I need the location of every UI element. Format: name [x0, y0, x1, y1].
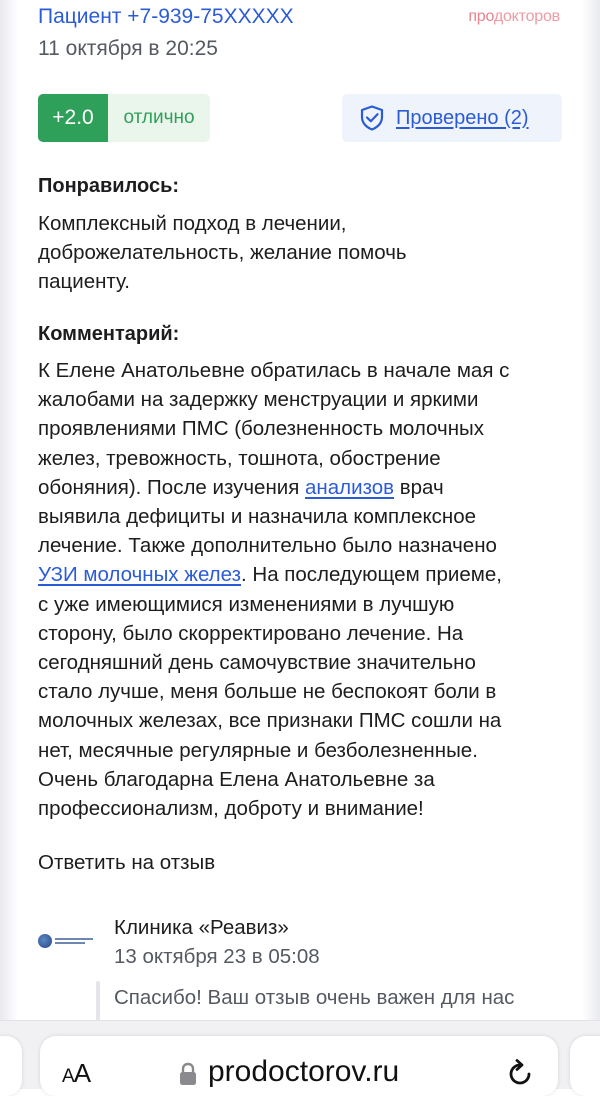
clinic-logo	[38, 931, 96, 951]
left-page-edge	[0, 0, 18, 1088]
comment-text	[38, 356, 568, 823]
right-page-edge	[582, 0, 600, 1088]
rating-score: +2.0	[38, 94, 108, 142]
comment-line: молочных железах, все признаки ПМС сошли на	[38, 709, 502, 733]
comment-line	[38, 473, 568, 502]
text-size-button[interactable]	[62, 1058, 90, 1089]
rating-label: отлично	[108, 94, 210, 142]
liked-line: Комплексный подход в лечении,	[38, 212, 347, 235]
reload-icon[interactable]	[504, 1057, 536, 1089]
comment-line: жалобами на задержку менструации и яркими	[38, 388, 479, 412]
text-size-small: A	[62, 1066, 74, 1087]
reply-to-review-link[interactable]: Ответить на отзыв	[38, 851, 216, 874]
comment-text-fragment: . На последующем приеме,	[241, 563, 502, 587]
previous-tab-edge[interactable]	[0, 1036, 22, 1096]
comment-line: с уже имеющимися изменениями в лучшую	[38, 592, 455, 616]
review-date: 11 октября в 20:25	[38, 37, 218, 60]
reply-line: Спасибо! Ваш отзыв очень важен для нас	[114, 986, 515, 1009]
comment-line: желез, тревожность, тошнота, обострение	[38, 446, 441, 470]
liked-line: доброжелательность, желание помочь	[38, 241, 407, 265]
brand-logo	[468, 8, 560, 26]
comment-heading: Комментарий:	[38, 323, 180, 345]
liked-line: пациенту.	[38, 270, 130, 294]
brand-logo-rest: докторов	[493, 8, 560, 25]
clinic-logo-mark	[38, 934, 52, 948]
clinic-name[interactable]: Клиника «Реавиз»	[114, 916, 289, 939]
clinic-logo-wordmark	[55, 938, 93, 944]
brand-logo-pro: про	[468, 8, 494, 25]
review-author[interactable]: Пациент +7-939-75XXXXX	[38, 5, 294, 28]
comment-line	[38, 560, 568, 589]
comment-line: К Елене Анатольевне обратилась в начале мая с	[38, 359, 510, 382]
comment-text-fragment: обоняния). После изучения	[38, 475, 306, 499]
text-size-large: A	[73, 1058, 91, 1088]
comment-line: профессионализм, доброту и внимание!	[38, 797, 424, 821]
comment-line: сторону, было скорректировано лечение. На	[38, 621, 464, 645]
url-text[interactable]: prodoctorov.ru	[208, 1055, 400, 1088]
comment-line: нет, месячные регулярные и безболезненные.	[38, 738, 478, 762]
comment-line: стало лучше, меня больше не беспокоят боли в	[38, 680, 497, 704]
verified-link[interactable]: Проверено (2)	[396, 106, 529, 129]
comment-line: выявила дефициты и назначила комплексное	[38, 505, 477, 529]
next-tab-edge[interactable]	[570, 1036, 600, 1096]
shield-check-icon	[358, 104, 386, 132]
lock-icon	[178, 1062, 198, 1086]
clinic-reply-date: 13 октября 23 в 05:08	[114, 945, 320, 968]
liked-heading: Понравилось:	[38, 175, 180, 197]
rating-badge	[38, 94, 210, 142]
analyses-link[interactable]: анализов	[305, 475, 395, 499]
verified-button[interactable]	[342, 94, 562, 142]
comment-line: лечение. Также дополнительно было назначено	[38, 534, 497, 558]
comment-line: сегодняшний день самочувствие значительно	[38, 651, 476, 675]
ultrasound-link[interactable]: УЗИ молочных желез	[38, 563, 241, 587]
liked-text	[38, 209, 568, 297]
comment-line: Очень благодарна Елена Анатольевне за	[38, 767, 435, 791]
comment-line: проявлениями ПМС (болезненность молочных	[38, 417, 484, 441]
comment-text-fragment: врач	[394, 475, 444, 499]
